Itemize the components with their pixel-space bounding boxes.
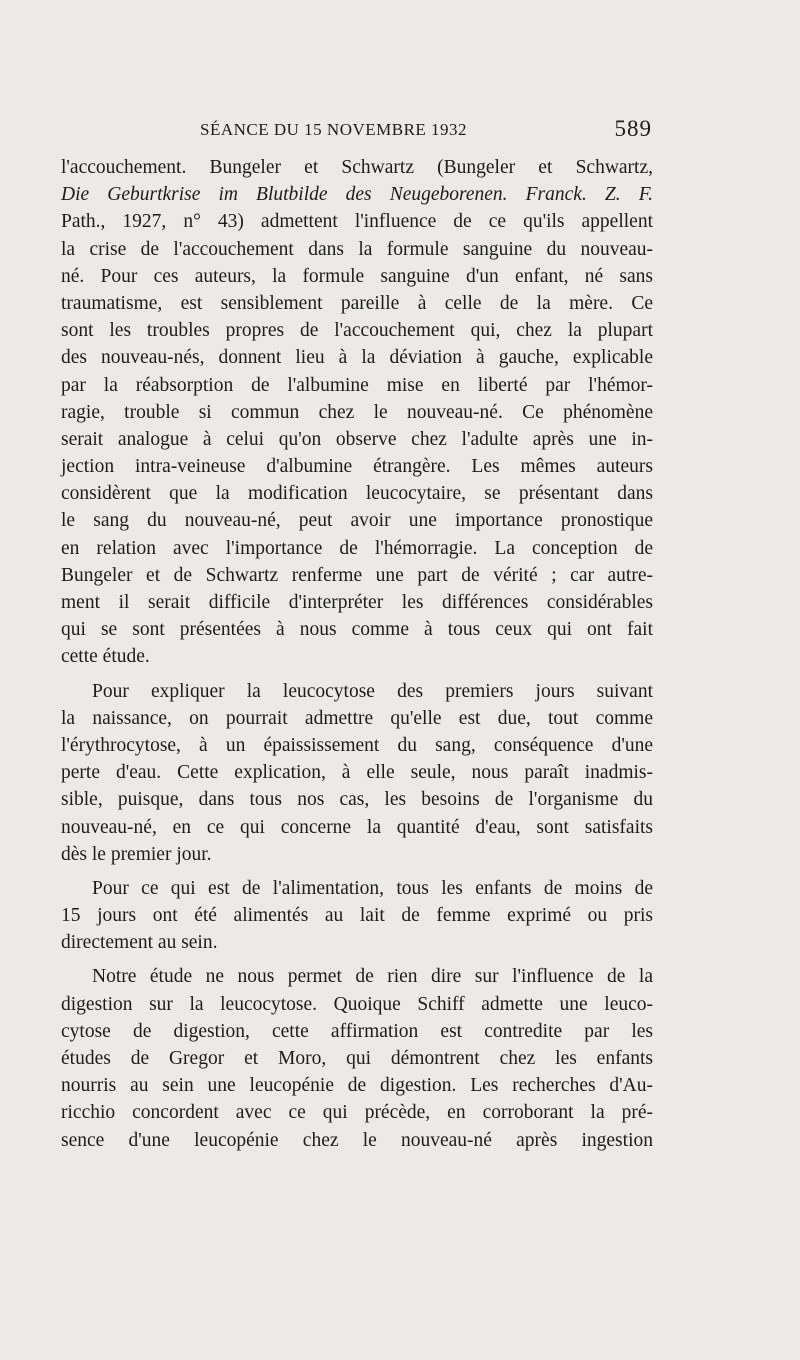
text-line: Path., 1927, n° 43) admettent l'influence de ce qu'ils appellent — [61, 211, 653, 233]
text-line: Die Geburtkrise im Blutbilde des Neugeborenen. Franck. Z. F. — [61, 184, 653, 206]
text-line: traumatisme, est sensiblement pareille à celle de la mère. Ce — [61, 292, 653, 314]
text-line: serait analogue à celui qu'on observe chez l'adulte après une in- — [61, 428, 653, 450]
text-line: perte d'eau. Cette explication, à elle seule, nous paraît inadmis- — [61, 762, 653, 784]
text-line: cytose de digestion, cette affirmation est contredite par les — [61, 1020, 653, 1042]
text-line: jection intra-veineuse d'albumine étrangère. Les mêmes auteurs — [61, 456, 653, 478]
paragraph-4 — [61, 963, 653, 1153]
body-text — [61, 154, 653, 1154]
paragraph-2 — [61, 678, 653, 868]
text-line: Pour ce qui est de l'alimentation, tous les enfants de moins de — [92, 877, 653, 899]
text-line: Bungeler et de Schwartz renferme une part de vérité ; car autre- — [61, 564, 653, 586]
text-line: Notre étude ne nous permet de rien dire sur l'influence de la — [92, 966, 653, 988]
text-line: en relation avec l'importance de l'hémorragie. La conception de — [61, 537, 653, 559]
text-line: par la réabsorption de l'albumine mise en liberté par l'hémor- — [61, 374, 653, 396]
text-line: ment il serait difficile d'interpréter les différences considérables — [61, 592, 653, 613]
text-line: nourris au sein une leucopénie de digestion. Les recherches d'Au- — [61, 1075, 653, 1097]
text-line: sont les troubles propres de l'accouchement qui, chez la plupart — [61, 320, 653, 342]
text-line: qui se sont présentées à nous comme à tous ceux qui ont fait — [61, 619, 653, 641]
text-line: 15 jours ont été alimentés au lait de femme exprimé ou pris — [61, 905, 653, 927]
text-line: nouveau-né, en ce qui concerne la quantité d'eau, sont satisfaits — [61, 816, 653, 838]
text-line: l'accouchement. Bungeler et Schwartz (Bungeler et Schwartz, — [61, 157, 653, 178]
text-line: l'érythrocytose, à un épaississement du sang, conséquence d'une — [61, 734, 653, 756]
page-number: 589 — [614, 116, 652, 141]
text-line: des nouveau-nés, donnent lieu à la déviation à gauche, explicable — [61, 347, 653, 369]
text-line: directement au sein. — [61, 932, 218, 954]
text-line: cette étude. — [61, 646, 150, 668]
text-line: sence d'une leucopénie chez le nouveau-né après ingestion — [61, 1129, 653, 1151]
paragraph-1 — [61, 154, 653, 671]
text-line: né. Pour ces auteurs, la formule sanguine d'un enfant, né sans — [61, 265, 653, 287]
text-line: sible, puisque, dans tous nos cas, les besoins de l'organisme du — [61, 789, 653, 811]
text-line: le sang du nouveau-né, peut avoir une importance pronostique — [61, 510, 653, 532]
text-line: la naissance, on pourrait admettre qu'elle est due, tout comme — [61, 707, 653, 729]
text-line: digestion sur la leucocytose. Quoique Schiff admette une leuco- — [61, 993, 653, 1015]
paragraph-3 — [61, 875, 653, 957]
running-title: SÉANCE DU 15 NOVEMBRE 1932 — [200, 120, 468, 139]
text-line: ricchio concordent avec ce qui précède, en corroborant la pré- — [61, 1102, 653, 1124]
text-line: Pour expliquer la leucocytose des premiers jours suivant — [92, 680, 653, 702]
text-line: ragie, trouble si commun chez le nouveau-né. Ce phénomène — [61, 401, 653, 423]
page-header — [60, 116, 652, 146]
text-line: études de Gregor et Moro, qui démontrent chez les enfants — [61, 1048, 653, 1069]
text-line: la crise de l'accouchement dans la formule sanguine du nouveau- — [61, 238, 653, 260]
text-line: considèrent que la modification leucocytaire, se présentant dans — [61, 483, 653, 505]
text-line: dès le premier jour. — [61, 843, 212, 865]
